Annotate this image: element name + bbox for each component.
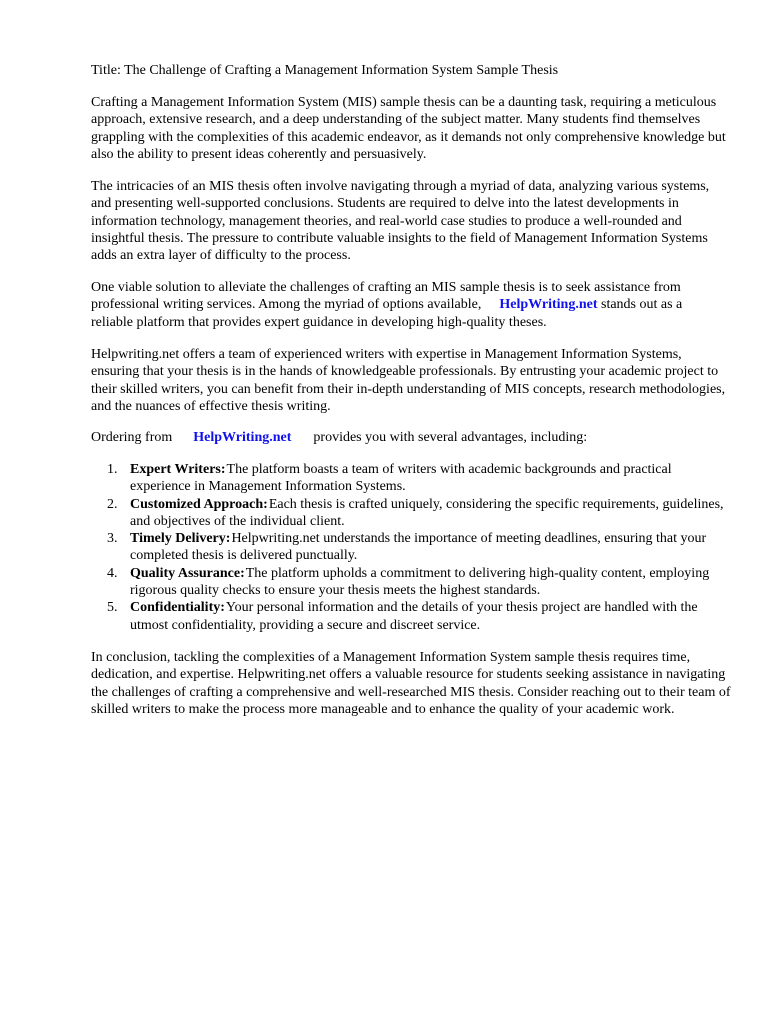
advantages-list	[91, 461, 731, 634]
helpwriting-link-1[interactable]: HelpWriting.net	[499, 297, 598, 313]
list-item-text: Your personal information and the details of your thesis project are handled with the utmost confidentiality, providing a secure and discreet service.	[130, 600, 698, 633]
solution-paragraph	[91, 279, 721, 331]
list-item-term: Customized Approach:	[130, 496, 268, 512]
list-item-term: Confidentiality:	[130, 600, 225, 616]
list-item-number: 3.	[107, 531, 118, 547]
list-item	[91, 565, 731, 600]
list-item-number: 5.	[107, 600, 118, 616]
list-item	[91, 530, 731, 565]
list-item-term: Quality Assurance:	[130, 565, 245, 581]
list-item-text: The platform upholds a commitment to delivering high-quality content, employing rigorous quality checks to ensure your thesis meets the highest standards.	[130, 565, 710, 599]
conclusion-paragraph: In conclusion, tackling the complexities of a Management Information System sample thesis requires time, dedication, and expertise. Helpwriting.net offers a valuable resource for students seeking assistance in navigating the challenges of crafting a comprehensive and well-researched MIS thesis. Consider reaching out to their team of skilled writers to make the process more manageable and to enhance the quality of your academic work.	[91, 650, 731, 717]
list-item-text: The platform boasts a team of writers with academic backgrounds and practical experience in Management Information Systems.	[130, 462, 672, 495]
list-item	[91, 599, 731, 634]
list-item	[91, 496, 731, 531]
list-item-term: Expert Writers:	[130, 462, 226, 477]
ordering-text-before: Ordering from	[91, 430, 173, 445]
ordering-text-after: provides you with several advantages, including:	[313, 430, 588, 445]
solution-text-after: stands out as a reliable platform that provides expert guidance in developing high-quality theses.	[91, 297, 683, 330]
list-item-number: 4.	[107, 565, 118, 581]
solution-text-before: One viable solution to alleviate the challenges of crafting an MIS sample thesis is to seek assistance from professional writing services. Among the myriad of options available,	[91, 280, 681, 313]
list-item-text: Helpwriting.net understands the importance of meeting deadlines, ensuring that your completed thesis is delivered punctually.	[130, 531, 707, 564]
list-item-number: 2.	[107, 496, 118, 512]
intricacies-paragraph: The intricacies of an MIS thesis often involve navigating through a myriad of data, analyzing various systems, and presenting well-supported conclusions. Students are required to delve into the latest developments in information technology, management theories, and real-world case studies to produce a well-rounded and insightful thesis. The pressure to contribute valuable insights to the field of Management Information Systems adds an extra layer of difficulty to the process.	[91, 179, 710, 264]
list-item-number: 1.	[107, 462, 118, 477]
team-paragraph: Helpwriting.net offers a team of experienced writers with expertise in Management Information Systems, ensuring that your thesis is in the hands of knowledgeable professionals. By entrusting your academic project to their skilled writers, you can benefit from their in-depth understanding of MIS concepts, research methodologies, and the nuances of effective thesis writing.	[91, 347, 726, 414]
ordering-paragraph	[91, 429, 731, 446]
list-item-text: Each thesis is crafted uniquely, considering the specific requirements, guidelines, and objectives of the individual client.	[130, 496, 724, 529]
list-item-term: Timely Delivery:	[130, 531, 231, 547]
list-item	[91, 461, 731, 496]
document-title: Title: The Challenge of Crafting a Management Information System Sample Thesis	[91, 63, 559, 78]
intro-paragraph: Crafting a Management Information System (MIS) sample thesis can be a daunting task, requiring a meticulous approach, extensive research, and a deep understanding of the subject matter. Many students find themselves grappling with the complexities of this academic endeavor, as it demands not only comprehensive knowledge but also the ability to present ideas coherently and persuasively.	[91, 95, 726, 162]
helpwriting-link-2[interactable]: HelpWriting.net	[193, 430, 292, 445]
